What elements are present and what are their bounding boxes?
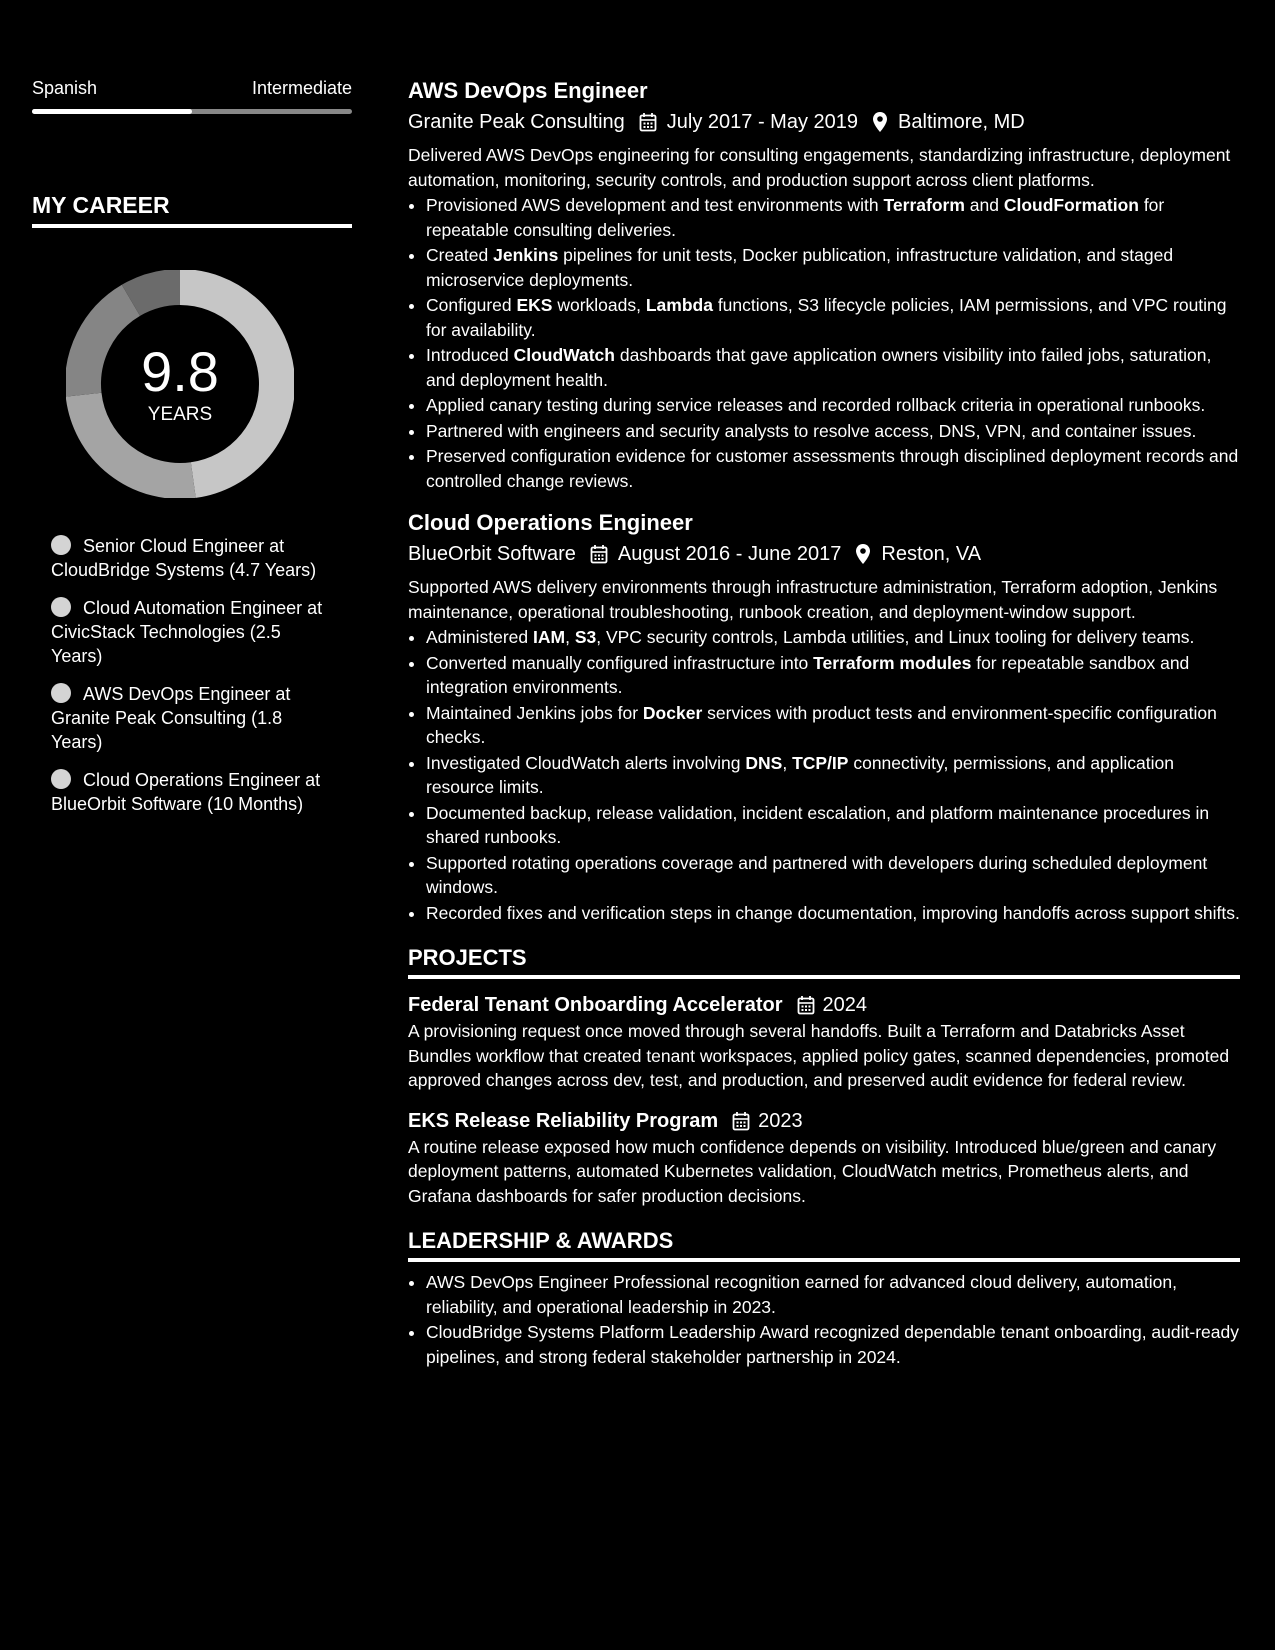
job-location: Baltimore, MD <box>898 111 1025 133</box>
bullet-text: , VPC security controls, Lambda utilities, and Linux tooling for delivery teams. <box>596 627 1195 647</box>
language-name: Spanish <box>32 78 98 98</box>
bullet-item <box>426 625 1240 650</box>
bullet-keyword: Jenkins <box>493 245 559 265</box>
career-total-unit: YEARS <box>147 404 213 425</box>
career-legend <box>32 534 352 816</box>
project-description: A routine release exposed how much confidence depends on visibility. Introduced blue/green and canary deployment patterns, automated Kubernetes validation, CloudWatch metrics, Prometheus alerts, and Grafana dashboards for safer production decisions. <box>408 1136 1217 1206</box>
bullet-item <box>426 419 1240 444</box>
bullet-text: Created <box>426 245 494 265</box>
bullet-text: workloads, <box>552 295 646 315</box>
career-legend-label: Cloud Automation Engineer at CivicStack Technologies (2.5 Years) <box>51 598 323 666</box>
bullet-text: functions, S3 lifecycle policies, IAM permissions, and VPC routing for availability. <box>426 295 1227 340</box>
job-title: Cloud Operations Engineer <box>408 510 693 535</box>
donut-center <box>66 270 294 498</box>
career-legend-item <box>51 682 333 754</box>
left-column <box>32 78 352 830</box>
bullet-item <box>426 243 1240 292</box>
career-heading: MY CAREER <box>32 192 352 228</box>
bullet-text: Documented backup, release validation, incident escalation, and platform maintenance procedures in shared runbooks. <box>426 802 1210 847</box>
bullet-keyword: S3 <box>574 627 597 647</box>
bullet-keyword: EKS <box>516 295 553 315</box>
career-legend-label: Senior Cloud Engineer at CloudBridge Systems (4.7 Years) <box>51 536 317 580</box>
bullet-keyword: TCP/IP <box>792 752 849 773</box>
bullet-text: connectivity, permissions, and application resource limits. <box>426 752 1175 797</box>
project-year: 2024 <box>822 994 868 1016</box>
bullet-item <box>426 393 1240 418</box>
bullet-text: Recorded fixes and verification steps in change documentation, improving handoffs across support shifts. <box>426 902 1240 923</box>
awards-heading: LEADERSHIP & AWARDS <box>408 1228 1240 1262</box>
bullet-item <box>426 851 1240 900</box>
job-bullets <box>408 193 1240 493</box>
bullet-item <box>426 651 1240 700</box>
legend-dot-icon <box>51 535 71 555</box>
project-year: 2023 <box>758 1109 803 1132</box>
bullet-text: Introduced <box>426 345 514 365</box>
bullet-keyword: IAM <box>533 627 566 647</box>
legend-dot-icon <box>51 683 71 703</box>
projects-heading: PROJECTS <box>408 945 1240 979</box>
bullet-text: Applied canary testing during service releases and recorded rollback criteria in operational runbooks. <box>426 395 1206 415</box>
language-level: Intermediate <box>251 78 352 98</box>
job-entry <box>408 76 1240 493</box>
bullet-item <box>426 444 1240 493</box>
job-location: Reston, VA <box>881 543 982 565</box>
job-dates: July 2017 - May 2019 <box>666 111 859 133</box>
bullet-text: Investigated CloudWatch alerts involving <box>426 752 746 773</box>
job-bullets <box>408 625 1240 925</box>
job-summary: Delivered AWS DevOps engineering for consulting engagements, standardizing infrastructure, deployment automation, monitoring, security controls, and production support across client platforms. <box>408 145 1231 190</box>
bullet-keyword: Terraform <box>883 195 965 215</box>
bullet-text: dashboards that gave application owners visibility into failed jobs, saturation, and deployment health. <box>426 345 1212 390</box>
career-legend-item <box>51 596 333 668</box>
project-title-row <box>408 991 1240 1019</box>
bullet-text: Converted manually configured infrastructure into <box>426 652 814 673</box>
career-legend-label: AWS DevOps Engineer at Granite Peak Consulting (1.8 Years) <box>51 684 291 752</box>
bullet-keyword: Terraform modules <box>813 652 972 673</box>
experience-list <box>408 76 1240 925</box>
legend-dot-icon <box>51 597 71 617</box>
project-title-row <box>408 1107 1240 1135</box>
calendar-icon <box>590 544 608 564</box>
bullet-item <box>426 193 1240 242</box>
project-description: A provisioning request once moved through several handoffs. Built a Terraform and Databricks Asset Bundles workflow that created tenant workspaces, applied policy gates, scanned dependencies, promoted approved changes across dev, test, and production, and preserved audit evidence for federal review. <box>408 1021 1230 1090</box>
map-pin-icon <box>855 543 871 565</box>
bullet-text: Configured <box>426 295 517 315</box>
legend-dot-icon <box>51 769 71 789</box>
bullet-text: services with product tests and environment-specific configuration checks. <box>426 702 1217 747</box>
language-row <box>32 78 352 99</box>
award-item: • CloudBridge Systems Platform Leadership Award recognized dependable tenant onboarding, audit-ready pipelines, and strong federal stakeholder partnership in 2024. <box>426 1320 1240 1369</box>
bullet-text: Partnered with engineers and security analysts to resolve access, DNS, VPN, and container issues. <box>426 420 1197 441</box>
project-entry <box>408 991 1240 1093</box>
bullet-keyword: CloudWatch <box>513 345 615 365</box>
bullet-keyword: Docker <box>642 702 703 723</box>
job-meta <box>408 540 1240 568</box>
bullet-item <box>426 293 1240 342</box>
language-level-bar <box>32 109 352 114</box>
job-summary: Supported AWS delivery environments through infrastructure administration, Terraform adoption, Jenkins maintenance, operational troubleshooting, runbook creation, and deployment-window support. <box>408 577 1218 622</box>
job-company: BlueOrbit Software <box>408 543 576 565</box>
career-legend-item <box>51 768 333 816</box>
career-donut-chart <box>66 270 294 498</box>
career-legend-item <box>51 534 333 582</box>
bullet-keyword: DNS <box>745 752 783 773</box>
bullet-item <box>426 751 1240 800</box>
calendar-icon <box>797 995 815 1015</box>
language-level-fill <box>32 109 192 114</box>
bullet-text: , <box>782 752 793 773</box>
bullet-text: for repeatable consulting deliveries. <box>426 195 1165 240</box>
bullet-keyword: CloudFormation <box>1003 195 1139 215</box>
bullet-item <box>426 701 1240 750</box>
job-title: AWS DevOps Engineer <box>408 78 648 103</box>
job-dates: August 2016 - June 2017 <box>617 543 842 565</box>
project-entry <box>408 1107 1240 1209</box>
bullet-text: Provisioned AWS development and test environments with <box>426 195 884 215</box>
bullet-item <box>426 343 1240 392</box>
project-title: Federal Tenant Onboarding Accelerator <box>408 994 783 1016</box>
calendar-icon <box>732 1111 750 1131</box>
career-total-years: 9.8 <box>141 340 219 403</box>
right-column <box>408 76 1240 1370</box>
job-company: Granite Peak Consulting <box>408 111 625 133</box>
bullet-text: , <box>565 627 575 647</box>
projects-list <box>408 991 1240 1208</box>
map-pin-icon <box>872 111 888 133</box>
bullet-text: pipelines for unit tests, Docker publication, infrastructure validation, and staged microservice deployments. <box>426 245 1174 290</box>
career-legend-label: Cloud Operations Engineer at BlueOrbit Software (10 Months) <box>51 770 321 814</box>
awards-list <box>408 1270 1240 1369</box>
bullet-item <box>426 901 1240 926</box>
bullet-keyword: Lambda <box>645 295 713 315</box>
bullet-text: Supported rotating operations coverage and partnered with developers during scheduled deployment windows. <box>426 852 1208 897</box>
job-meta <box>408 108 1240 136</box>
bullet-text: Preserved configuration evidence for customer assessments through disciplined deployment records and controlled change reviews. <box>426 446 1239 491</box>
calendar-icon <box>639 112 657 132</box>
bullet-text: Maintained Jenkins jobs for <box>426 702 643 723</box>
bullet-text: and <box>964 195 1004 215</box>
job-entry <box>408 508 1240 925</box>
bullet-text: for repeatable sandbox and integration environments. <box>426 652 1190 697</box>
award-item: • AWS DevOps Engineer Professional recognition earned for advanced cloud delivery, automation, reliability, and operational leadership in 2023. <box>426 1270 1240 1319</box>
bullet-text: Administered <box>426 627 533 647</box>
project-title: EKS Release Reliability Program <box>408 1109 719 1132</box>
bullet-item <box>426 801 1240 850</box>
